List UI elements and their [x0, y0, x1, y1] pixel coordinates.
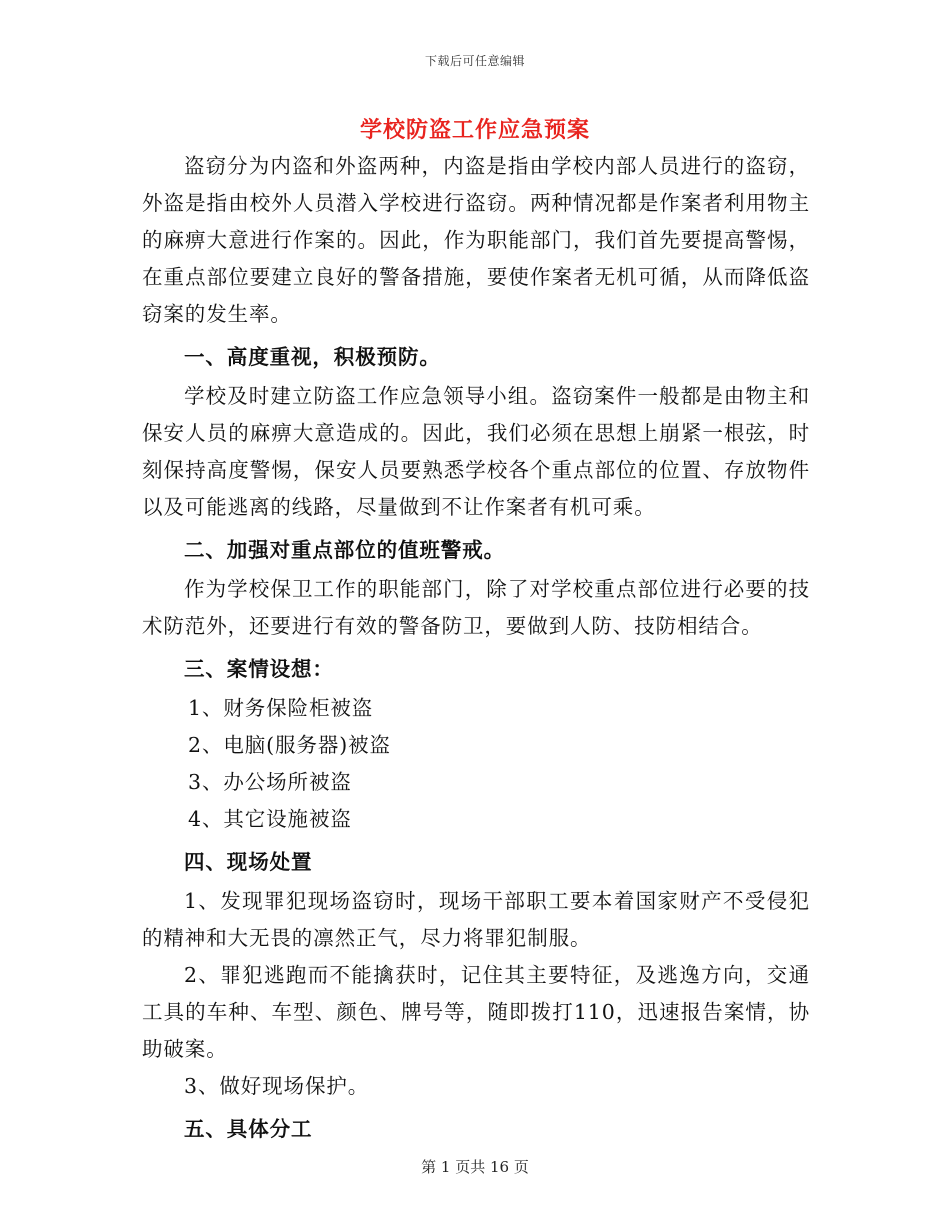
section-4-heading: 四、现场处置: [184, 850, 313, 874]
intro-paragraph: 盗窃分为内盗和外盗两种，内盗是指由学校内部人员进行的盗窃，外盗是指由校外人员潜入学校进行盗窃。两种情况都是作案者利用物主的麻痹大意进行作案的。因此，作为职能部门，我们首先要提高警惕，在重点部位要建立良好的警备措施，要使作案者无机可循，从而降低盗窃案的发生率。: [142, 154, 810, 326]
section-4-paragraph-2: 2、罪犯逃跑而不能擒获时，记住其主要特征，及逃逸方向，交通工具的车种、车型、颜色、牌号等，随即拨打110，迅速报告案情，协助破案。: [142, 963, 810, 1061]
document-title: 学校防盗工作应急预案: [359, 117, 590, 143]
page-number-footer: 第 1 页共 16 页: [421, 1158, 529, 1176]
header-note: 下载后可任意编辑: [424, 54, 525, 68]
document-body: [142, 148, 810, 1150]
section-4-paragraph-1: 1、发现罪犯现场盗窃时，现场干部职工要本着国家财产不受侵犯的精神和大无畏的凛然正气，尽力将罪犯制服。: [142, 889, 810, 950]
section-2-heading: 二、加强对重点部位的值班警戒。: [184, 538, 505, 562]
section-2-paragraph: 作为学校保卫工作的职能部门，除了对学校重点部位进行必要的技术防范外，还要进行有效的警备防卫，要做到人防、技防相结合。: [142, 577, 810, 638]
section-1-heading: 一、高度重视，积极预防。: [184, 345, 441, 369]
section-4-paragraph-3: 3、做好现场保护。: [184, 1074, 370, 1098]
case-item-1: 1、财务保险柜被盗: [188, 696, 374, 720]
section-1-paragraph: 学校及时建立防盗工作应急领导小组。盗窃案件一般都是由物主和保安人员的麻痹大意造成的。因此，我们必须在思想上崩紧一根弦，时刻保持高度警惕，保安人员要熟悉学校各个重点部位的位置、存放物件以及可能逃离的线路，尽量做到不让作案者有机可乘。: [142, 384, 810, 519]
case-item-4: 4、其它设施被盗: [188, 807, 352, 831]
case-item-2: 2、电脑(服务器)被盗: [188, 733, 391, 757]
case-item-3: 3、办公场所被盗: [188, 770, 352, 794]
section-5-heading: 五、具体分工: [184, 1117, 313, 1141]
section-3-heading: 三、案情设想：: [184, 657, 334, 681]
